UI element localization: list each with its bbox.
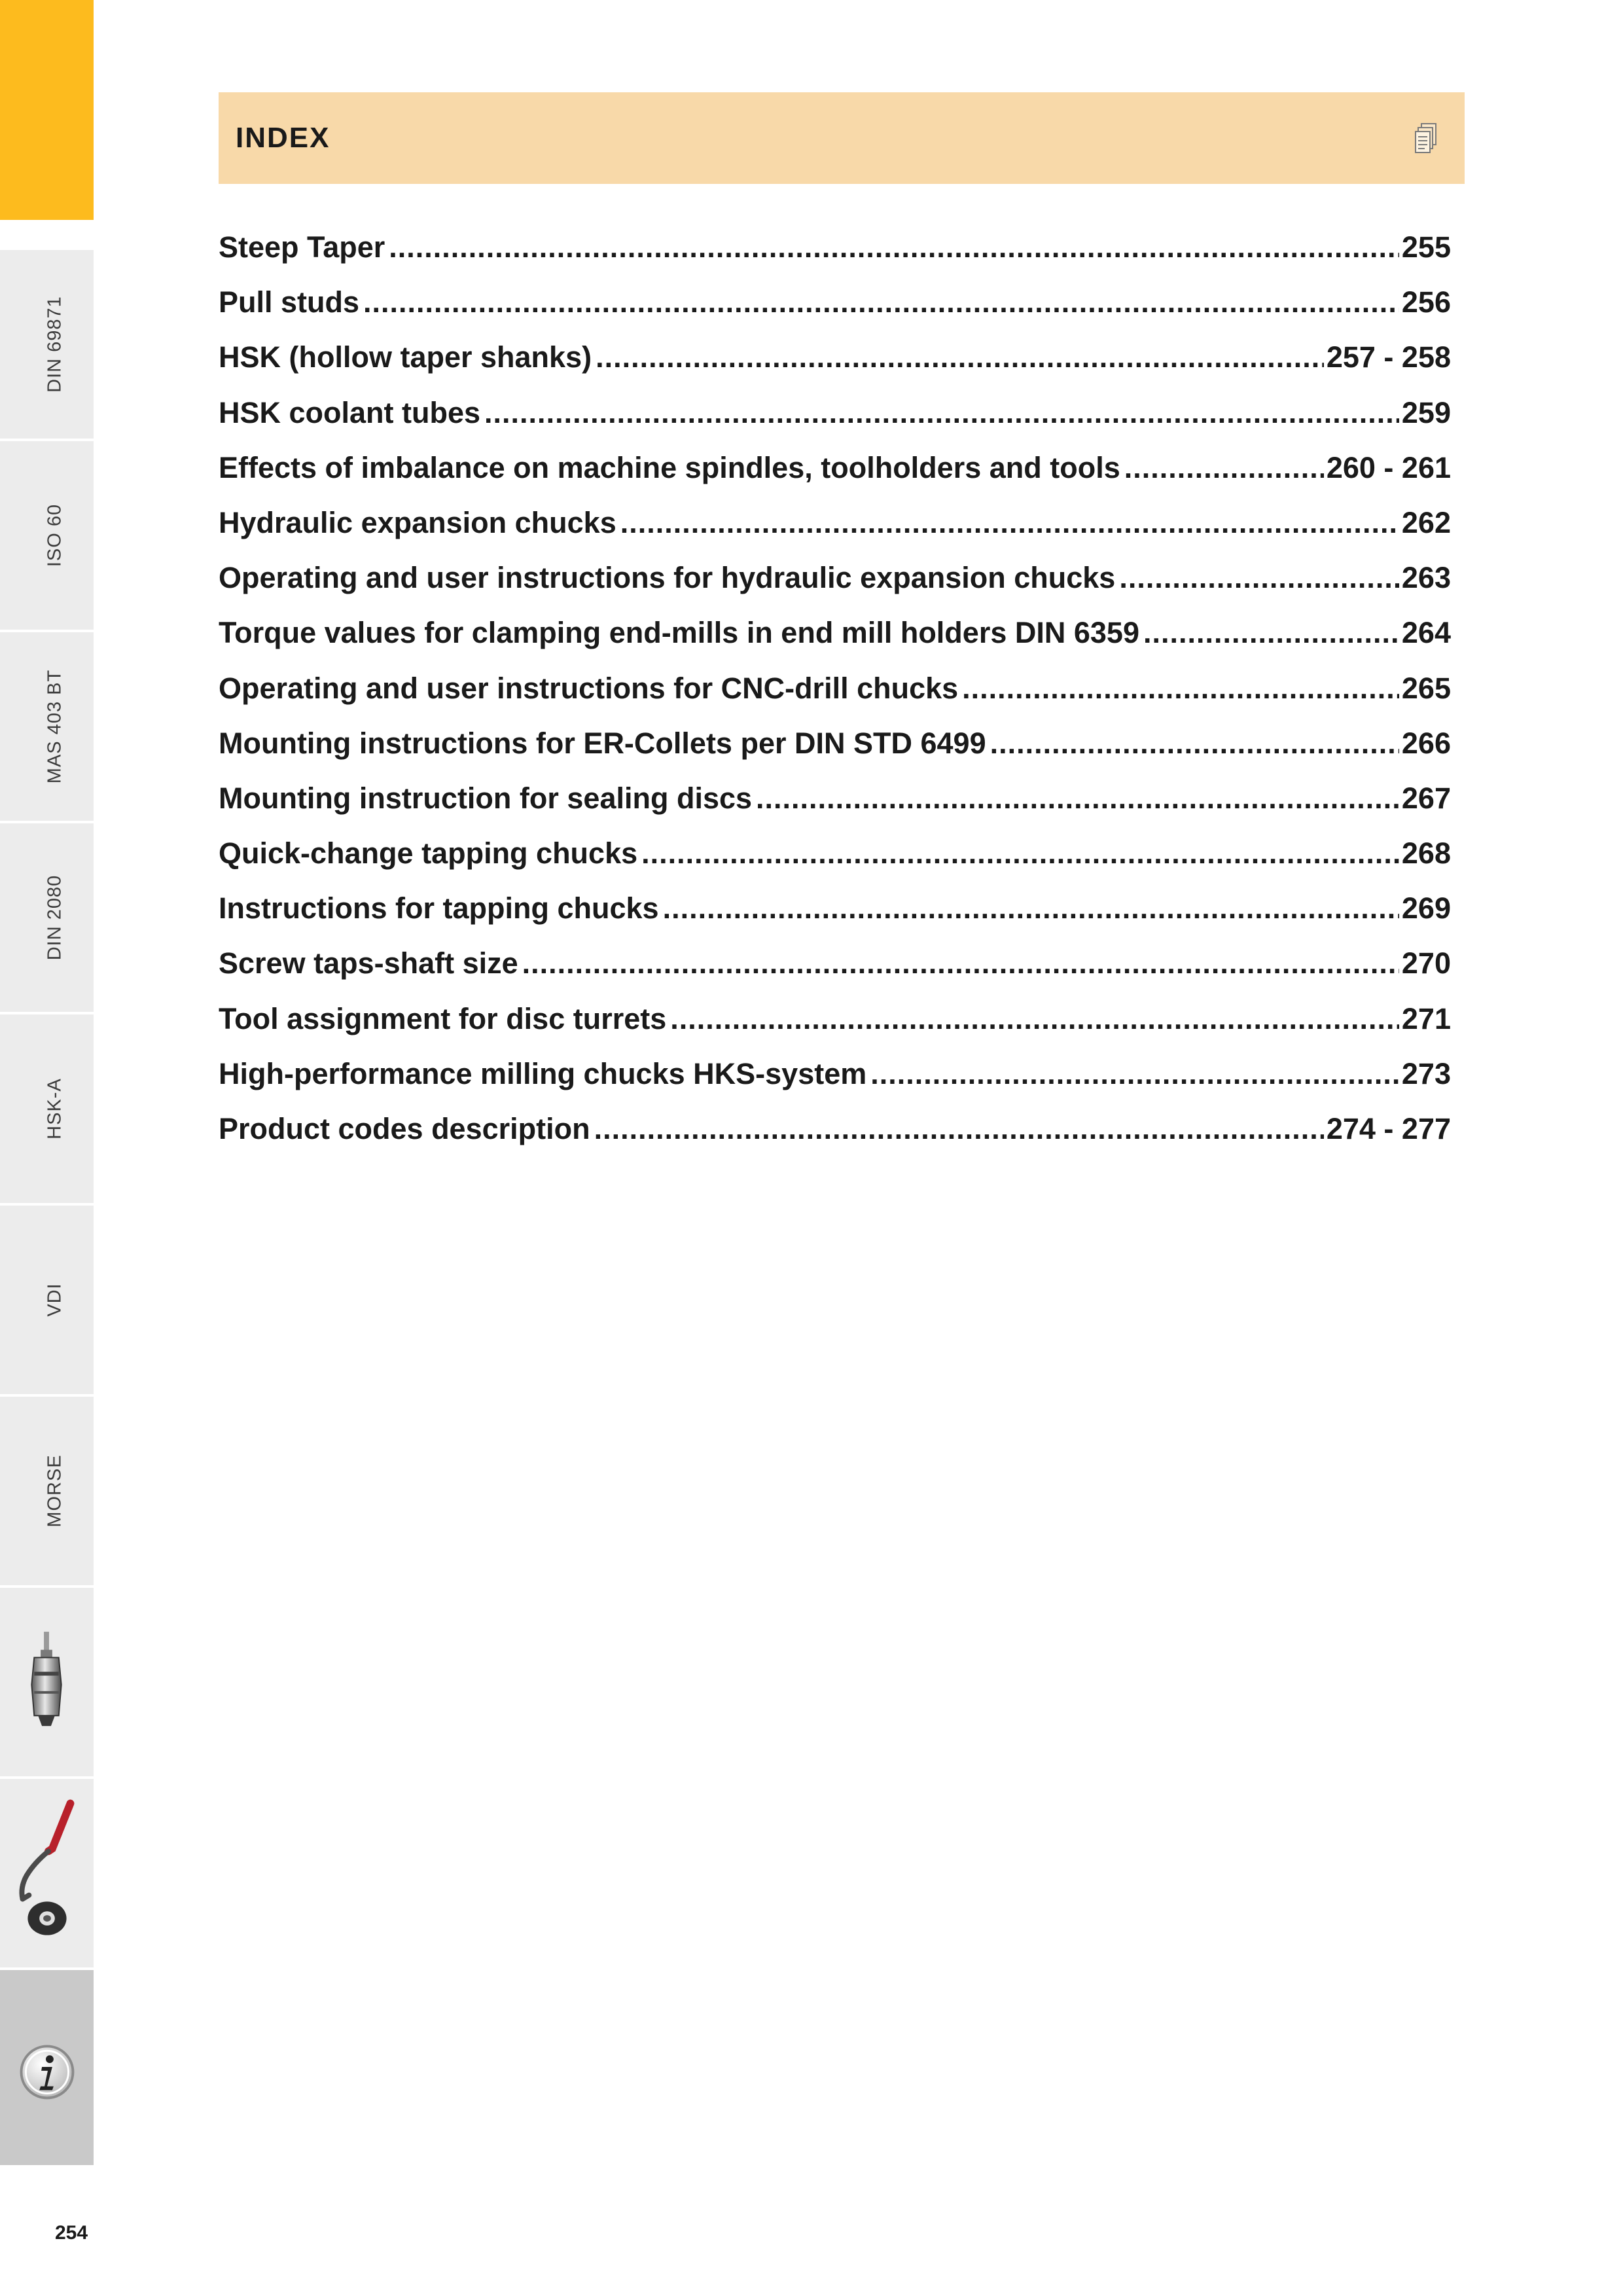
- entry-page: 267: [1401, 781, 1451, 815]
- entry-page: 268: [1401, 836, 1451, 870]
- drill-chuck-icon: [0, 1588, 94, 1776]
- entry-title: HSK coolant tubes: [219, 395, 481, 429]
- tab-drill-chucks[interactable]: [0, 1585, 94, 1776]
- entry-title: Operating and user instructions for hydraulic expansion chucks: [219, 561, 1116, 595]
- index-entry[interactable]: [219, 561, 1451, 616]
- entry-title: Instructions for tapping chucks: [219, 891, 659, 925]
- entry-title: Effects of imbalance on machine spindles, toolholders and tools: [219, 450, 1120, 484]
- dot-leader: [1124, 451, 1324, 485]
- entry-page: 257 - 258: [1326, 340, 1451, 374]
- index-entry[interactable]: [219, 891, 1451, 946]
- dot-leader: [962, 672, 1399, 706]
- entry-title: Hydraulic expansion chucks: [219, 505, 616, 539]
- tab-mas-403-bt[interactable]: [0, 630, 94, 821]
- index-entry[interactable]: [219, 726, 1451, 781]
- tab-din-2080[interactable]: [0, 821, 94, 1012]
- entry-page: 274 - 277: [1326, 1112, 1451, 1145]
- dot-leader: [484, 396, 1399, 430]
- page-title: INDEX: [236, 122, 330, 154]
- dot-leader: [756, 781, 1399, 816]
- dot-leader: [663, 891, 1399, 925]
- entry-title: Quick-change tapping chucks: [219, 836, 638, 870]
- entry-title: Screw taps-shaft size: [219, 946, 518, 980]
- dot-leader: [389, 230, 1399, 264]
- entry-page: 273: [1401, 1056, 1451, 1090]
- index-entry[interactable]: [219, 672, 1451, 726]
- index-entry[interactable]: [219, 616, 1451, 671]
- dot-leader: [363, 285, 1399, 319]
- dot-leader: [522, 946, 1399, 980]
- dot-leader: [1119, 561, 1399, 595]
- index-entry[interactable]: [219, 1112, 1451, 1167]
- dot-leader: [620, 506, 1399, 540]
- dot-leader: [870, 1057, 1399, 1091]
- tab-din-69871[interactable]: [0, 247, 94, 439]
- entry-title: HSK (hollow taper shanks): [219, 340, 592, 374]
- tab-label: MORSE: [44, 1454, 65, 1528]
- entry-page: 269: [1401, 891, 1451, 925]
- entry-page: 265: [1401, 671, 1451, 705]
- entry-title: Mounting instruction for sealing discs: [219, 781, 753, 815]
- tab-label: VDI: [44, 1283, 65, 1317]
- section-tabs-sidebar: [0, 0, 94, 2179]
- tab-morse[interactable]: [0, 1394, 94, 1585]
- entry-title: Torque values for clamping end-mills in end mill holders DIN 6359: [219, 616, 1139, 650]
- entry-title: Steep Taper: [219, 230, 385, 264]
- entry-title: Product codes description: [219, 1112, 590, 1145]
- index-entry[interactable]: [219, 451, 1451, 506]
- entry-page: 270: [1401, 946, 1451, 980]
- entry-title: Pull studs: [219, 285, 360, 319]
- index-entry[interactable]: [219, 340, 1451, 395]
- index-entry[interactable]: [219, 836, 1451, 891]
- entry-title: Operating and user instructions for CNC-drill chucks: [219, 671, 959, 705]
- tab-label: ISO 60: [44, 503, 65, 567]
- tab-iso-60[interactable]: [0, 439, 94, 630]
- entry-title: Tool assignment for disc turrets: [219, 1001, 667, 1035]
- entry-page: 266: [1401, 726, 1451, 760]
- index-header-bar: [219, 92, 1465, 184]
- document-icon: [1415, 122, 1438, 154]
- index-entry[interactable]: [219, 285, 1451, 340]
- tab-label: MAS 403 BT: [44, 669, 65, 784]
- tab-label: DIN 69871: [44, 296, 65, 393]
- dot-leader: [594, 1112, 1324, 1146]
- index-entry[interactable]: [219, 506, 1451, 561]
- entry-page: 259: [1401, 395, 1451, 429]
- index-entry[interactable]: [219, 1057, 1451, 1112]
- entry-page: 262: [1401, 505, 1451, 539]
- dot-leader: [990, 726, 1399, 761]
- entry-page: 264: [1401, 616, 1451, 650]
- tab-info[interactable]: [0, 1967, 94, 2165]
- tab-label: DIN 2080: [44, 874, 65, 961]
- tab-vdi[interactable]: [0, 1203, 94, 1394]
- tab-hsk-a[interactable]: [0, 1012, 94, 1203]
- entry-page: 255: [1401, 230, 1451, 264]
- tab-label: HSK-A: [44, 1078, 65, 1139]
- dot-leader: [641, 836, 1399, 870]
- index-entry[interactable]: [219, 1002, 1451, 1057]
- dot-leader: [670, 1002, 1399, 1036]
- entry-page: 256: [1401, 285, 1451, 319]
- page-number: 254: [55, 2222, 88, 2244]
- info-icon: [0, 1970, 94, 2165]
- index-entry[interactable]: [219, 230, 1451, 285]
- dot-leader: [596, 340, 1324, 374]
- wrench-and-nut-icon: [0, 1779, 94, 1967]
- entry-title: High-performance milling chucks HKS-system: [219, 1056, 867, 1090]
- index-entry[interactable]: [219, 946, 1451, 1001]
- current-section-marker: [0, 0, 94, 220]
- tab-accessories[interactable]: [0, 1776, 94, 1967]
- entry-page: 260 - 261: [1326, 450, 1451, 484]
- entry-page: 271: [1401, 1001, 1451, 1035]
- entry-title: Mounting instructions for ER-Collets per DIN STD 6499: [219, 726, 986, 760]
- index-entry[interactable]: [219, 396, 1451, 451]
- index-list: [219, 230, 1451, 1167]
- entry-page: 263: [1401, 561, 1451, 595]
- dot-leader: [1143, 616, 1399, 650]
- index-entry[interactable]: [219, 781, 1451, 836]
